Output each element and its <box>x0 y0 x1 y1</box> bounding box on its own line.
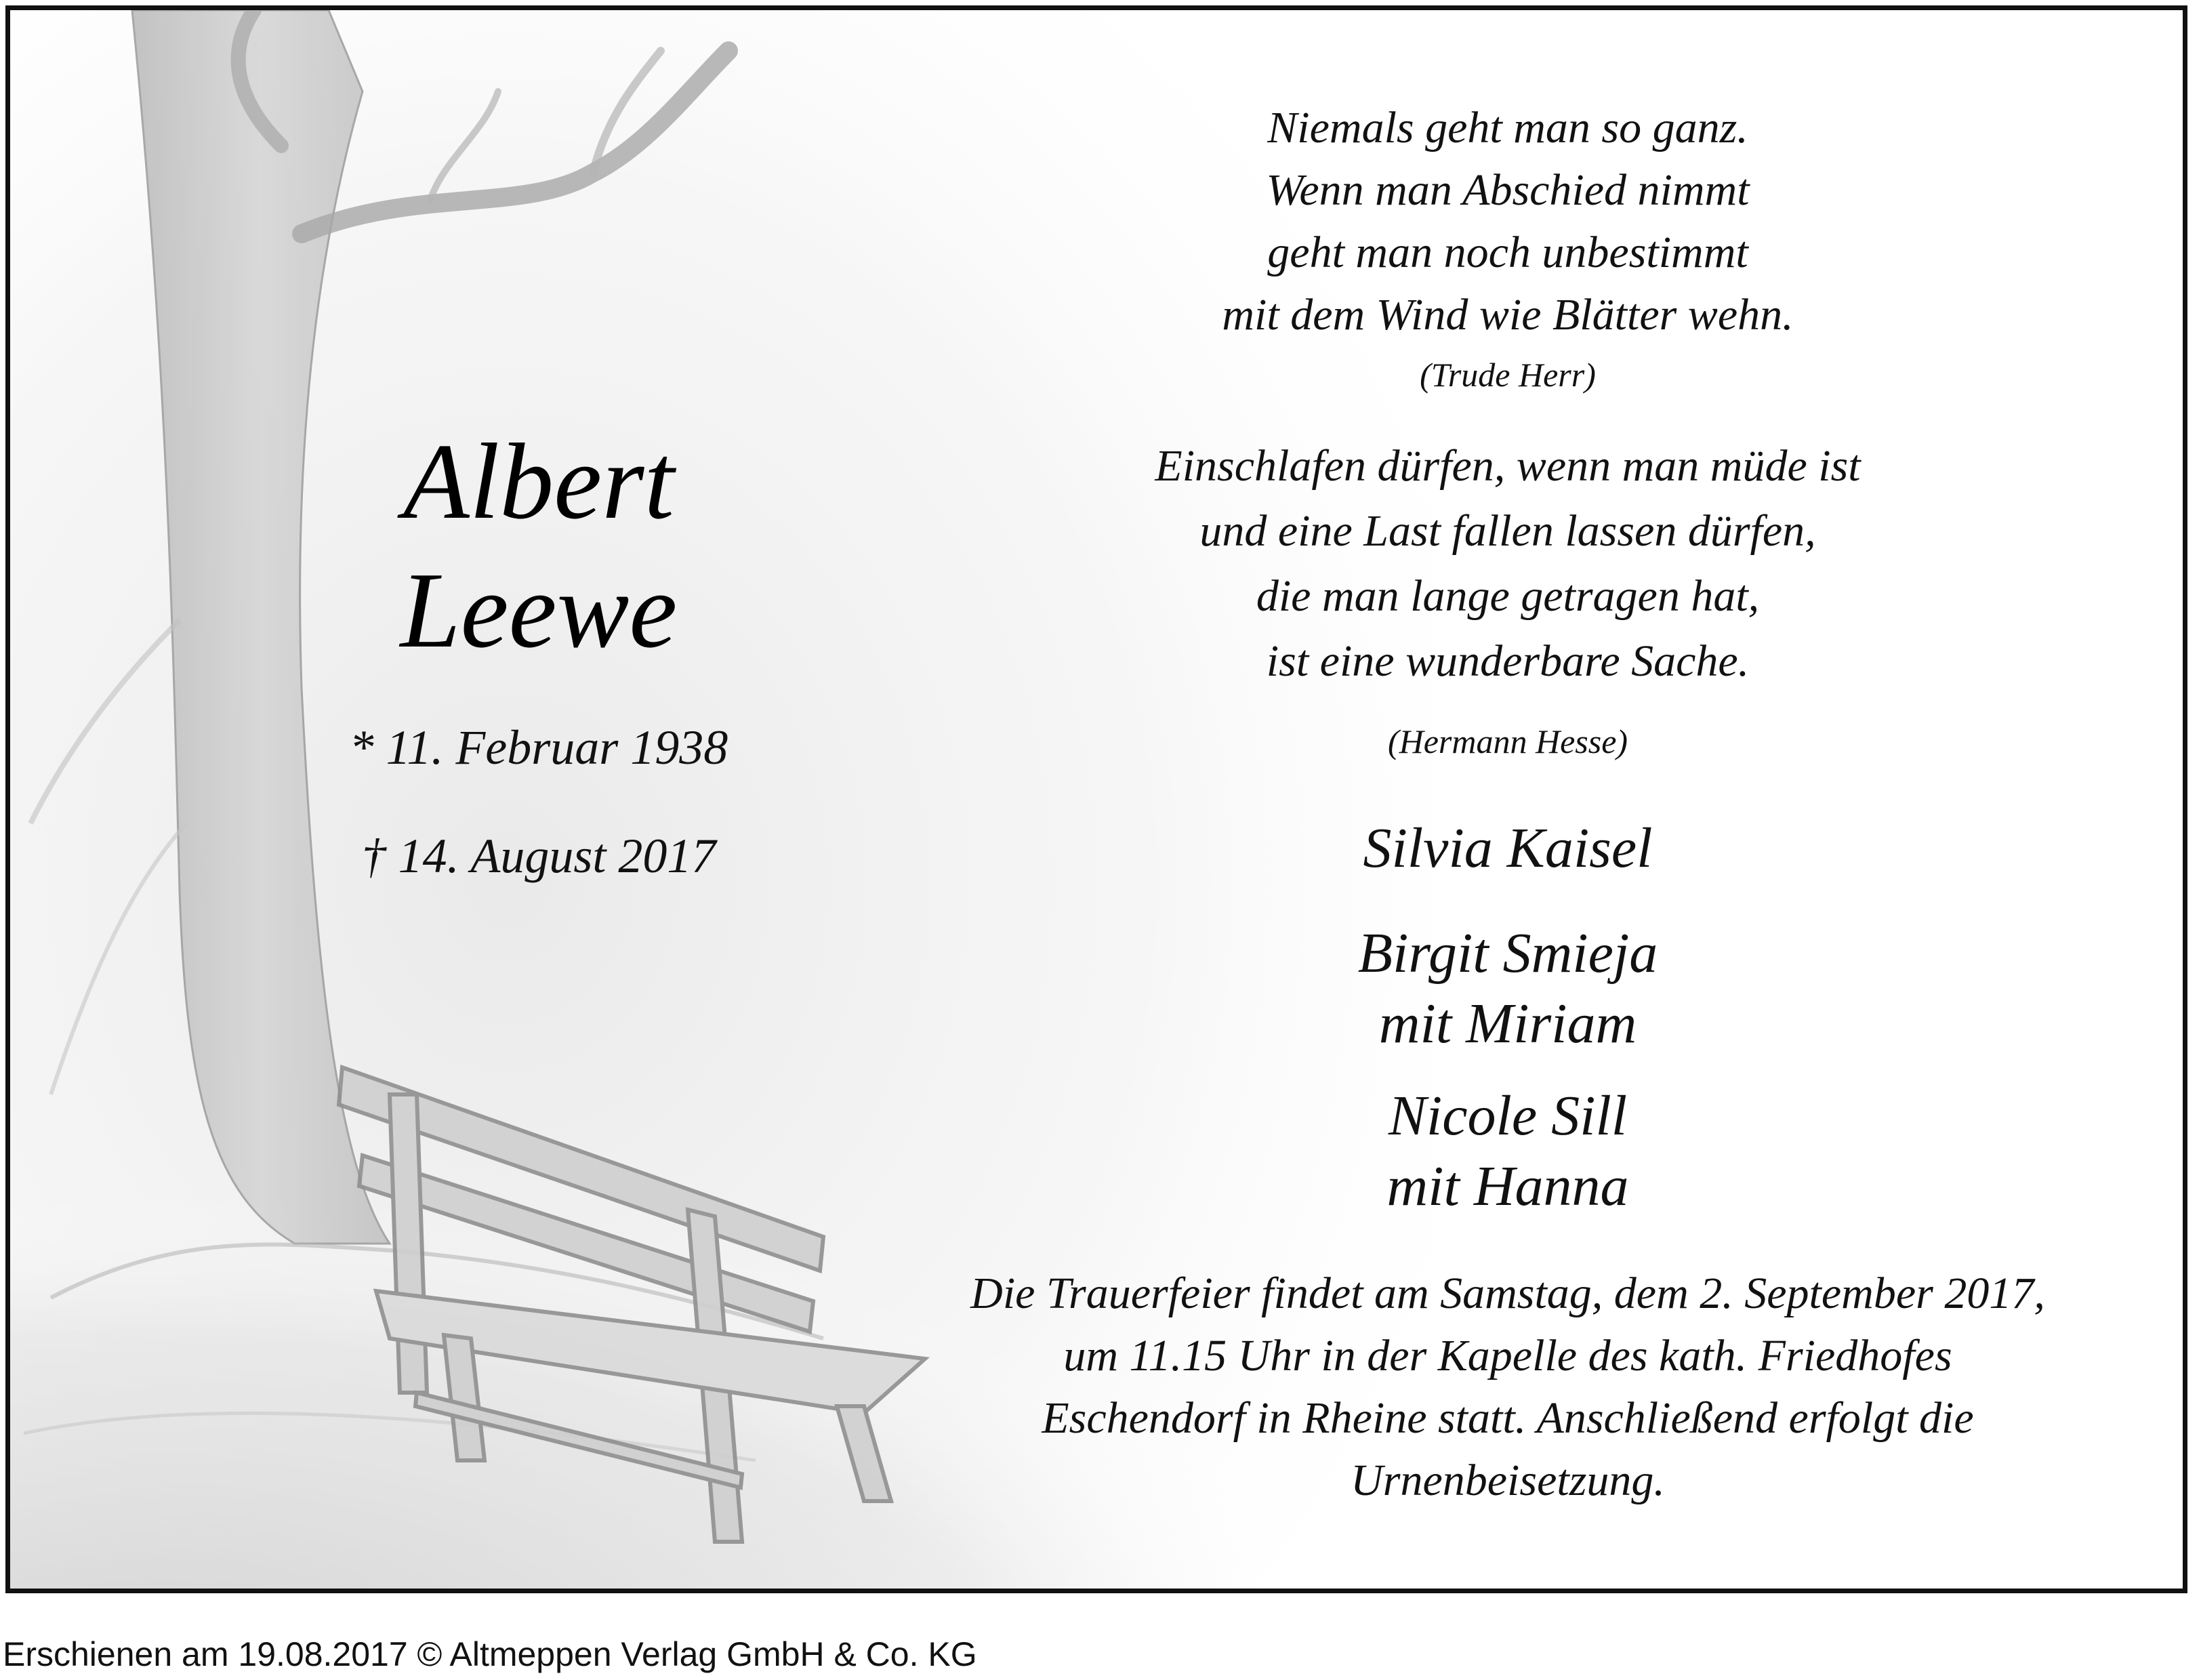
obituary-frame <box>5 5 2187 1593</box>
mourner-entry <box>871 1081 2145 1222</box>
poem-line: Einschlafen dürfen, wenn man müde ist <box>1155 441 1861 491</box>
birth-date: * 11. Februar 1938 <box>349 720 728 775</box>
service-line: Urnenbeisetzung. <box>1351 1456 1665 1505</box>
mourner-name: Silvia Kaisel <box>1363 817 1653 880</box>
service-announcement <box>850 1263 2165 1512</box>
service-line: Die Trauerfeier findet am Samstag, dem 2. September 2017, <box>970 1269 2045 1318</box>
poem-line: und eine Last fallen lassen dürfen, <box>1199 506 1816 556</box>
deceased-name <box>302 417 776 674</box>
mourner-companion: mit Miriam <box>1378 992 1637 1055</box>
poem-trude-herr <box>871 97 2145 395</box>
first-name: Albert <box>403 421 674 541</box>
poem-line: die man lange getragen hat, <box>1256 571 1760 621</box>
last-name: Leewe <box>400 550 678 670</box>
poem-hermann-hesse <box>871 434 2145 694</box>
mourner-entry <box>871 918 2145 1059</box>
poem-author: (Hermann Hesse) <box>1387 722 1628 760</box>
mourner-name: Birgit Smieja <box>1357 922 1658 985</box>
poem-line: geht man noch unbestimmt <box>1267 228 1748 277</box>
mourner-companion: mit Hanna <box>1386 1155 1629 1218</box>
poem-line: ist eine wunderbare Sache. <box>1266 636 1750 686</box>
poem-line: Niemals geht man so ganz. <box>1267 103 1748 152</box>
mourner-entry <box>871 813 2145 884</box>
poem-line: Wenn man Abschied nimmt <box>1266 165 1750 215</box>
death-date: † 14. August 2017 <box>361 829 716 883</box>
service-line: Eschendorf in Rheine statt. Anschließend erfolgt die <box>1042 1393 1974 1443</box>
publication-footer: Erschienen am 19.08.2017 © Altmeppen Verlag GmbH & Co. KG <box>3 1635 977 1673</box>
mourner-name: Nicole Sill <box>1388 1084 1628 1147</box>
service-line: um 11.15 Uhr in der Kapelle des kath. Friedhofes <box>1063 1331 1952 1380</box>
poem-line: mit dem Wind wie Blätter wehn. <box>1222 290 1794 340</box>
poem-author: (Trude Herr) <box>1420 356 1596 394</box>
